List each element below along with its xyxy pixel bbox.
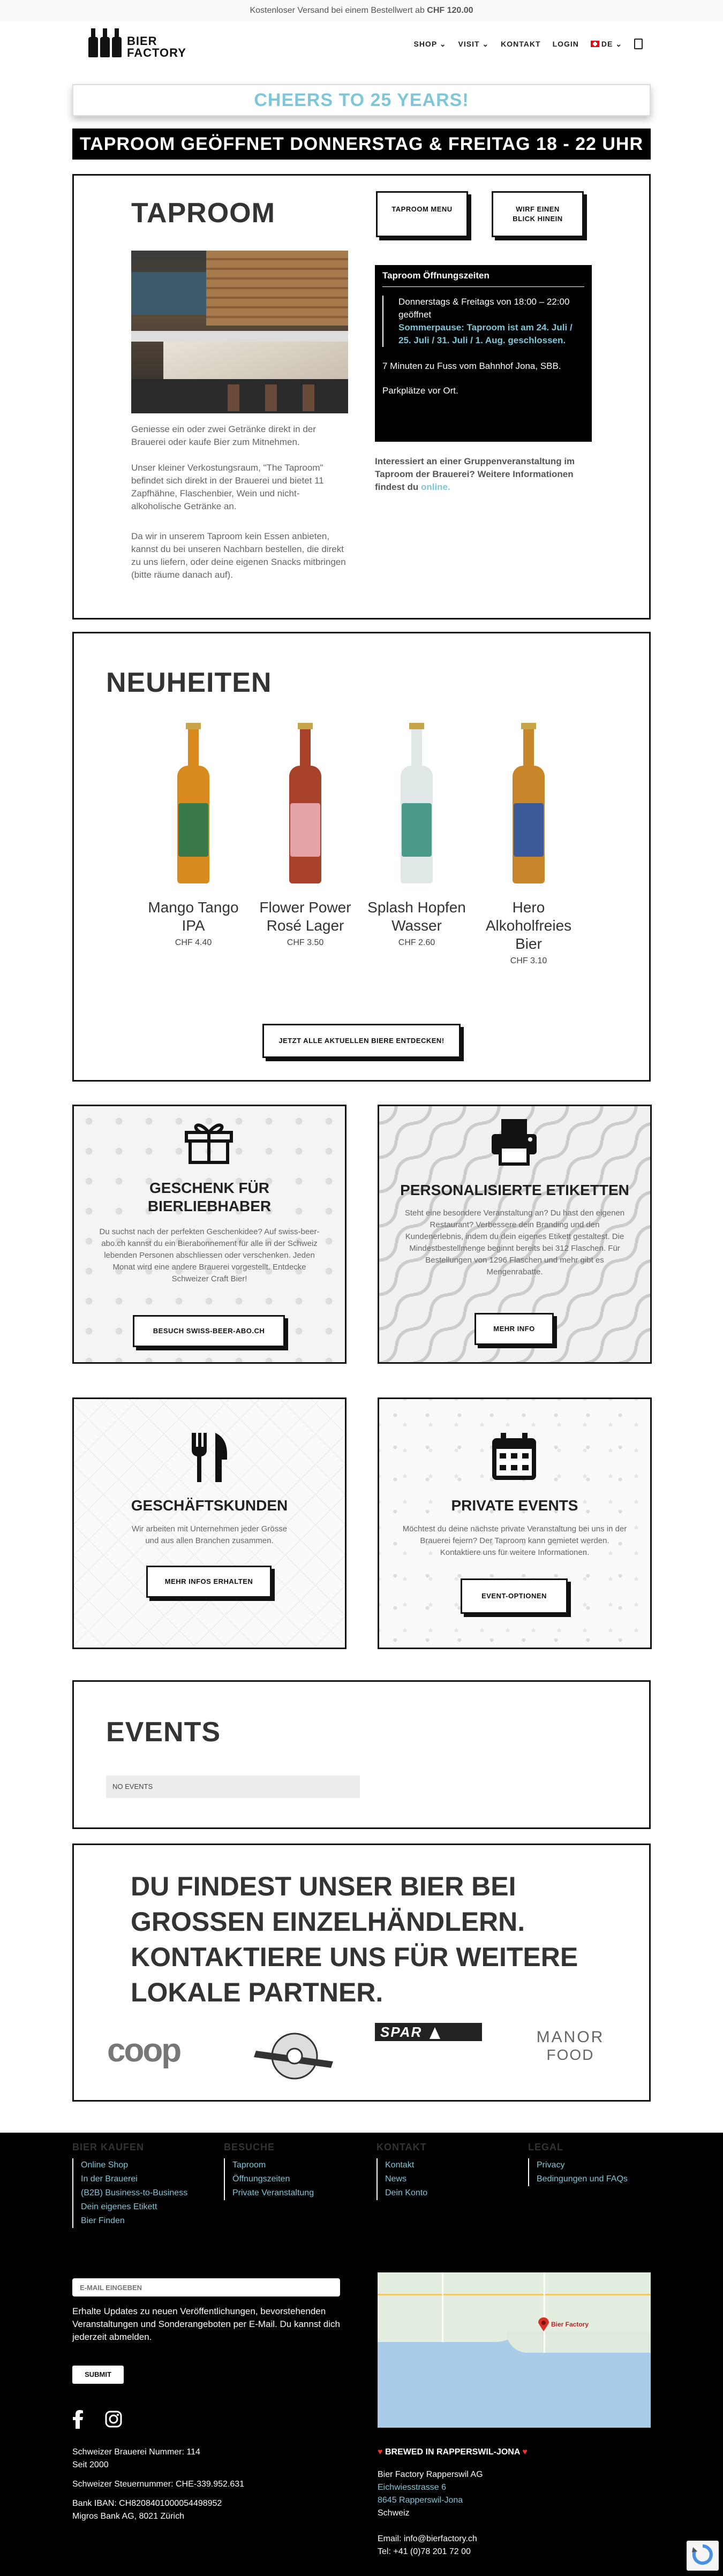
summer-break-notice: Sommerpause: Taproom ist am 24. Juli / 25. Juli / 31. Juli / 1. Aug. geschlossen.: [398, 322, 573, 345]
brewed-in: [378, 2446, 528, 2459]
cheers-banner: CHEERS TO 25 YEARS!: [72, 84, 651, 116]
retail-heading: DU FINDEST UNSER BIER BEI GROSSEN EINZELHÄNDLERN. KONTAKTIERE UNS FÜR WEITERE LOKALE PARTNER.: [131, 1871, 578, 2007]
gift-card-title: GESCHENK FÜR BIERLIEBHABER: [147, 1180, 272, 1214]
footer-link[interactable]: Online Shop: [81, 2160, 129, 2170]
footer-link[interactable]: Bier Finden: [81, 2216, 125, 2225]
footer-col-buy: [72, 2142, 201, 2228]
footer-col-visit: [224, 2142, 352, 2200]
coop-logo: coop: [107, 2032, 180, 2069]
since-year: Seit 2000: [72, 2460, 109, 2469]
address-country: Schweiz: [378, 2509, 410, 2518]
footer-link[interactable]: Dein eigenes Etikett: [81, 2202, 157, 2211]
new-products-title: NEUHEITEN: [106, 667, 272, 698]
product-name[interactable]: Mango Tango IPA: [148, 899, 239, 934]
heart-icon: ♥: [522, 2447, 528, 2457]
manor-food-logo: MANOR FOOD: [536, 2028, 605, 2063]
group-event-info: [375, 455, 592, 494]
taproom-text-3: Da wir in unserem Taproom kein Essen anbieten, kannst du bei unseren Nachbarn bestellen, die direkt zu uns liefern, oder deine eigenen Snacks mitbringen (bitte räume danach auf).: [131, 531, 346, 580]
business-card-text: Wir arbeiten mit Unternehmen jeder Grösse und aus allen Branchen zusammen.: [131, 1524, 288, 1545]
footer-col-visit-title: BESUCHE: [224, 2142, 275, 2152]
address-city[interactable]: 8645 Rapperswil-Jona: [378, 2496, 463, 2505]
product-price: CHF 3.10: [510, 956, 547, 965]
cutlery-icon: [187, 1431, 230, 1484]
newsletter-email-input[interactable]: [72, 2278, 340, 2297]
footer-link[interactable]: In der Brauerei: [81, 2174, 138, 2184]
map-pin-icon: [538, 2317, 549, 2331]
product-name[interactable]: Hero Alkoholfreies Bier: [485, 899, 572, 952]
shipping-text: Kostenloser Versand bei einem Bestellwert ab: [250, 6, 425, 15]
recaptcha-badge[interactable]: [687, 2541, 719, 2571]
private-events-card-title: PRIVATE EVENTS: [451, 1497, 578, 1514]
opening-hours-title: Taproom Öffnungszeiten: [382, 270, 584, 287]
product-price: CHF 2.60: [398, 938, 435, 947]
beer-bottle-image[interactable]: [289, 723, 321, 883]
logo-text: [127, 35, 186, 59]
business-card-title: GESCHÄFTSKUNDEN: [131, 1497, 288, 1514]
swiss-flag-icon: [591, 41, 599, 47]
footer-link[interactable]: (B2B) Business-to-Business: [81, 2188, 188, 2197]
address-street[interactable]: Eichwiesstrasse 6: [378, 2483, 447, 2492]
logo-line1: BIER: [127, 34, 157, 48]
newsletter-submit-button[interactable]: SUBMIT: [72, 2366, 124, 2384]
footer-col-legal-title: LEGAL: [528, 2142, 563, 2152]
parking-info: Parkplätze vor Ort.: [382, 386, 458, 396]
events-title: EVENTS: [106, 1717, 221, 1748]
product-price: CHF 3.50: [287, 938, 324, 947]
product-name[interactable]: Flower Power Rosé Lager: [259, 899, 351, 934]
gift-card-text: Du suchst nach der perfekten Geschenkidee? Auf swiss-beer-abo.ch kannst du ein Bierabonnement für alle in der Schweiz lebenden Personen abschliessen oder verschenken. Jeden Monat wird eine andere Brauerei vorgestellt. Entdecke Schweizer Craft Bier!: [99, 1227, 320, 1283]
shipping-notice: [0, 0, 723, 21]
brewery-number: Schweizer Brauerei Nummer: 114: [72, 2447, 200, 2457]
taproom-text-2: Unser kleiner Verkostungsraum, "The Taproom" befindet sich direkt in der Brauerei und bietet 11 Zapfhähne, Flaschenbier, Wein und nicht-alkoholische Getränke an.: [131, 463, 324, 511]
nav-visit[interactable]: VISIT ⌄: [458, 39, 489, 48]
beer-bottle-image[interactable]: [513, 723, 545, 883]
logo[interactable]: [88, 30, 217, 64]
labels-more-info-button[interactable]: MEHR INFO: [475, 1313, 554, 1345]
taproom-menu-button[interactable]: TAPROOM MENU: [376, 191, 468, 237]
footer-col-contact: [376, 2142, 505, 2200]
product-card[interactable]: [462, 723, 596, 966]
main-nav: [413, 39, 643, 49]
language-label: DE ⌄: [601, 39, 622, 48]
opening-hours-box: [375, 265, 592, 442]
partner-badge-logo: [252, 2029, 337, 2083]
beer-bottle-image[interactable]: [401, 723, 433, 883]
newsletter-text: Erhalte Updates zu neuen Veröffentlichungen, bevorstehenden Veranstaltungen und Sonderangeboten per E-Mail. Du kannst dich jederzeit abmelden.: [72, 2306, 340, 2342]
taproom-title: TAPROOM: [131, 198, 275, 229]
swiss-beer-abo-button[interactable]: BESUCH SWISS-BEER-ABO.CH: [133, 1315, 285, 1347]
spar-tree-icon: [430, 2027, 440, 2039]
address-company: Bier Factory Rapperswil AG: [378, 2470, 483, 2479]
map-pin-label: Bier Factory: [551, 2321, 589, 2328]
discover-all-beers-button[interactable]: JETZT ALLE AKTUELLEN BIERE ENTDECKEN!: [262, 1024, 461, 1058]
footer-link[interactable]: Privacy: [537, 2160, 565, 2170]
calendar-icon: [490, 1431, 538, 1482]
footer-link[interactable]: Öffnungszeiten: [232, 2174, 290, 2184]
no-events-notice: NO EVENTS: [106, 1776, 360, 1798]
footer-col-buy-title: BIER KAUFEN: [72, 2142, 145, 2152]
taproom-text-1: Geniesse ein oder zwei Getränke direkt in der Brauerei oder kaufe Bier zum Mitnehmen.: [131, 424, 316, 447]
events-section: [72, 1680, 651, 1829]
footer-link[interactable]: Bedingungen und FAQs: [537, 2174, 628, 2184]
instagram-icon[interactable]: [105, 2411, 122, 2428]
footer-link[interactable]: Kontakt: [385, 2160, 415, 2170]
footer-link[interactable]: Dein Konto: [385, 2188, 428, 2197]
taproom-hours-banner: TAPROOM GEÖFFNET DONNERSTAG & FREITAG 18 - 22 UHR: [72, 129, 651, 160]
labels-card-text: Steht eine besondere Veranstaltung an? Du hast den eigenen Restaurant? Verbessere dein Branding und den Kundenerlebnis, indem du dein eigenes Etikett gestaltest. Die Mindestbestellmenge beginnt bereits bei 312 Flaschen. Für Bestellungen von 1296 Flaschen und mehr gibt es Mengenrabatte.: [404, 1208, 625, 1276]
private-events-card-text: Möchtest du deine nächste private Veranstaltung bei uns in der Brauerei feiern? Der Taproom kann gemietet werden. Kontaktiere uns für weitere Informationen.: [402, 1524, 627, 1557]
facebook-icon[interactable]: [72, 2409, 84, 2429]
nav-login[interactable]: LOGIN: [552, 40, 579, 48]
group-event-link[interactable]: online.: [420, 482, 450, 492]
bank-iban: Bank IBAN: CH8208401000054498952: [72, 2499, 222, 2508]
event-options-button[interactable]: EVENT-OPTIONEN: [461, 1578, 568, 1614]
footer-link[interactable]: Taproom: [232, 2160, 266, 2170]
taproom-photo: [131, 251, 348, 413]
spar-logo: SPAR: [375, 2023, 482, 2041]
contact-phone[interactable]: Tel: +41 (0)78 201 72 00: [378, 2547, 471, 2556]
brewed-in-text: BREWED IN RAPPERSWIL-JONA: [385, 2447, 520, 2457]
shipping-amount: CHF 120.00: [427, 6, 473, 15]
group-event-text: Interessiert an einer Gruppenveranstaltung im Taproom der Brauerei? Weitere Informationen findest du: [375, 456, 575, 492]
footer-link[interactable]: Private Veranstaltung: [232, 2188, 314, 2197]
footer-col-legal: [528, 2142, 657, 2186]
footer-link[interactable]: News: [385, 2174, 407, 2184]
logo-line2: FACTORY: [127, 46, 186, 59]
product-name[interactable]: Splash Hopfen Wasser: [367, 899, 466, 934]
nav-shop[interactable]: SHOP ⌄: [413, 39, 447, 48]
printer-icon: [487, 1115, 541, 1168]
location-map[interactable]: [378, 2272, 651, 2428]
contact-email[interactable]: Email: info@bierfactory.ch: [378, 2534, 477, 2543]
station-distance: 7 Minuten zu Fuss vom Bahnhof Jona, SBB.: [382, 361, 561, 371]
nav-kontakt[interactable]: KONTAKT: [501, 40, 541, 48]
language-switcher[interactable]: [591, 40, 622, 49]
product-price: CHF 4.40: [175, 938, 212, 947]
heart-icon: ♥: [378, 2447, 383, 2457]
opening-hours-line1: Donnerstags & Freitags von 18:00 – 22:00 geöffnet: [398, 297, 570, 320]
cart-icon[interactable]: [634, 39, 643, 49]
labels-card-title: PERSONALISIERTE ETIKETTEN: [400, 1182, 629, 1198]
vat-number: Schweizer Steuernummer: CHE-339.952.631: [72, 2480, 245, 2489]
footer-col-contact-title: KONTAKT: [376, 2142, 427, 2152]
bottles-logo-icon: [88, 37, 122, 57]
business-more-info-button[interactable]: MEHR INFOS ERHALTEN: [146, 1566, 272, 1598]
taproom-look-button[interactable]: WIRF EINEN BLICK HINEIN: [492, 191, 584, 237]
bank-name: Migros Bank AG, 8021 Zürich: [72, 2512, 184, 2521]
beer-bottle-image[interactable]: [177, 723, 209, 883]
gift-icon: [182, 1116, 236, 1165]
